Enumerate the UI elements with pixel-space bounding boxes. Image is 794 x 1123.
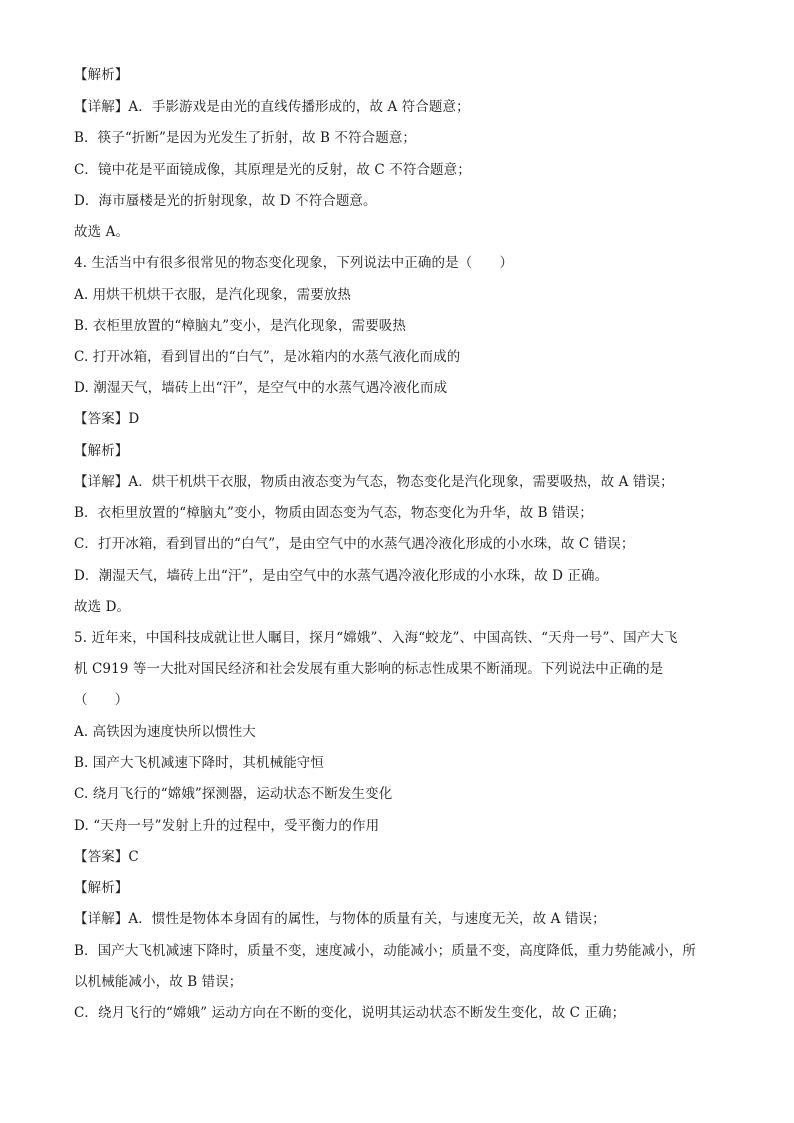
detail-line: 【详解】A．惯性是物体本身固有的属性，与物体的质量有关，与速度无关，故 A 错误； xyxy=(74,911,606,927)
detail-line: B．筷子“折断”是因为光发生了折射，故 B 不符合题意； xyxy=(74,130,417,146)
detail-line: 【详解】A．烘干机烘干衣服，物质由液态变为气态，物态变化是汽化现象，需要吸热，故 A 错误； xyxy=(74,474,674,490)
question-5-option-d: D. “天舟一号”发射上升的过程中，受平衡力的作用 xyxy=(74,818,380,834)
question-4-option-d: D. 潮湿天气，墙砖上出“汗”，是空气中的水蒸气遇冷液化而成 xyxy=(74,380,448,396)
question-5-stem-bracket: （ ） xyxy=(74,692,129,708)
question-5-option-c: C. 绕月飞行的“嫦娥”探测器，运动状态不断发生变化 xyxy=(74,786,393,802)
question-5-stem: 机 C919 等一大批对国民经济和社会发展有重大影响的标志性成果不断涌现。下列说法中正确的是 xyxy=(74,661,664,677)
detail-line: D．海市蜃楼是光的折射现象，故 D 不符合题意。 xyxy=(74,193,377,209)
question-4-option-b: B. 衣柜里放置的“樟脑丸”变小，是汽化现象，需要吸热 xyxy=(74,318,407,334)
question-4-option-a: A. 用烘干机烘干衣服，是汽化现象，需要放热 xyxy=(74,287,352,303)
answer-label: 【答案】C xyxy=(74,849,139,865)
detail-line: 【详解】A．手影游戏是由光的直线传播形成的，故 A 符合题意； xyxy=(74,99,470,115)
detail-line: D．潮湿天气，墙砖上出“汗”，是由空气中的水蒸气遇冷液化形成的小水珠，故 D 正确。 xyxy=(74,568,609,584)
question-4-option-c: C. 打开冰箱，看到冒出的“白气”，是冰箱内的水蒸气液化而成的 xyxy=(74,349,461,365)
detail-line: C．镜中花是平面镜成像，其原理是光的反射，故 C 不符合题意； xyxy=(74,162,471,178)
detail-line: 以机械能减小，故 B 错误； xyxy=(74,974,243,990)
question-5-option-a: A. 高铁因为速度快所以惯性大 xyxy=(74,724,256,740)
answer-label: 【答案】D xyxy=(74,411,140,427)
question-5-option-b: B. 国产大飞机减速下降时，其机械能守恒 xyxy=(74,755,325,771)
detail-line: C．绕月飞行的“嫦娥” 运动方向在不断的变化，说明其运动状态不断发生变化，故 C 正确； xyxy=(74,1005,626,1021)
conclusion-line: 故选 D。 xyxy=(74,599,131,615)
question-5-stem: 5. 近年来，中国科技成就让世人瞩目，探月“嫦娥”、入海“蛟龙”、中国高铁、“天舟一号”、国产大飞 xyxy=(74,630,678,646)
section-label-analysis: 【解析】 xyxy=(74,67,129,83)
section-label-analysis: 【解析】 xyxy=(74,880,129,896)
detail-line: B．衣柜里放置的“樟脑丸”变小，物质由固态变为气态，物态变化为升华，故 B 错误； xyxy=(74,505,593,521)
section-label-analysis: 【解析】 xyxy=(74,443,129,459)
detail-line: C．打开冰箱，看到冒出的“白气”，是由空气中的水蒸气遇冷液化形成的小水珠，故 C 错误； xyxy=(74,536,635,552)
detail-line: B．国产大飞机减速下降时，质量不变，速度减小，动能减小；质量不变，高度降低，重力势能减小，所 xyxy=(74,943,697,959)
question-4-stem: 4. 生活当中有很多很常见的物态变化现象，下列说法中正确的是（ ） xyxy=(74,255,514,271)
conclusion-line: 故选 A。 xyxy=(74,224,130,240)
